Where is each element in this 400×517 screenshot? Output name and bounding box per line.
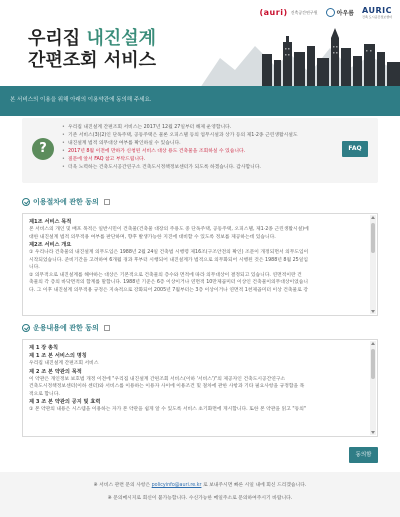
- clause-text: 니다.: [29, 265, 40, 270]
- clause-text: ① 본 약관의 내용은 시스템을 이용하는 자가 본 약관을 쉽게 알 수 있도록 서비스 초기화면에 게시합니다. 또한 본 약관을 읽고 "동의": [29, 407, 307, 412]
- faq-button[interactable]: FAQ: [342, 141, 368, 157]
- page-title-accent: 내진설계: [86, 28, 157, 49]
- scroll-up-icon[interactable]: [371, 342, 375, 345]
- info-item: • 더욱 노력하는 건축도시공간연구소 건축도시정책정보센터가 되도록 하겠습니다. 감사합니다.: [62, 164, 298, 172]
- scroll-thumb[interactable]: [371, 223, 375, 253]
- scroll-down-icon[interactable]: [371, 431, 375, 434]
- auric-logo-text: 건축 도시공간정보센터: [362, 15, 392, 19]
- arum-logo-text: 아우름: [336, 10, 355, 17]
- contact-email-link[interactable]: policyinfo@auri.re.kr: [151, 483, 202, 488]
- terms-agree-checkbox[interactable]: [104, 199, 110, 205]
- city-skyline-illustration: [200, 18, 400, 86]
- info-item: • 우리집 내진설계 간편조회 서비스는 2017년 12월 27일부터 해제 운영합니다.: [62, 124, 298, 132]
- clause-heading: 제2조 서비스 개요: [29, 242, 72, 248]
- footer: [0, 472, 400, 517]
- clause-text: 이 약관은 개인정보 보호법 개정 이전에 "우리집 내진설계 간편조회 서비스(이하 '서비스')"의 제공자인 건축도시공간연구소: [29, 376, 286, 382]
- notice-band: [0, 86, 400, 116]
- operation-section-title: [22, 323, 110, 333]
- auric-logo-mark: AURIC: [362, 6, 392, 15]
- info-item-faq-note: • 질문에 앞서 FAQ 참고 부탁드립니다.: [62, 156, 298, 164]
- operation-text-box[interactable]: [22, 339, 378, 437]
- check-circle-icon: [22, 324, 30, 332]
- service-info-box: [22, 118, 378, 183]
- terms-text-box[interactable]: [22, 213, 378, 316]
- info-item: • 기존 서비스(3)(2)인 단독주택, 공동주택은 물론 오피스텔 등의 업무시설과 상가 등의 제1‧2종 근린생활시설도: [62, 132, 298, 140]
- terms-section-title: [22, 197, 110, 207]
- clause-text: 본 서비스의 개인 및 배포 목적은 일반시민이 건축물(건축물 대장의 주용도 중 단독주택, 공동주택, 오피스텔, 제1·2종 근린생활시설)에: [29, 227, 309, 232]
- page-title-line2: 간편조회 서비스: [28, 49, 156, 71]
- info-list: [62, 124, 298, 172]
- header: [0, 0, 400, 86]
- clause-heading: 제 3 조 본 약관의 공지 및 효력: [29, 399, 101, 405]
- question-icon: ?: [32, 138, 54, 160]
- page-title: [28, 28, 156, 71]
- info-item-warning: • 2017년 8월 이전에 만하가 신청된 서비스 대상 용도 건축물을 조회하실 수 있습니다.: [62, 148, 298, 156]
- notice-text: 본 서비스의 이용을 위해 아래의 이용약관에 동의해 주세요.: [10, 97, 152, 103]
- terms-title-text: 이용절차에 관한 동의: [33, 198, 99, 206]
- operation-content: [29, 344, 363, 414]
- scroll-up-icon[interactable]: [371, 216, 375, 219]
- clause-heading: 제 1 장 총칙: [29, 345, 59, 351]
- clause-text: 다. 그 이후 내진설계 의무적용 규정은 지속적으로 강화되어 2005년 7월부터는 3층 이상이거나 연면적 1천제곱미터 이상 건축물로 강: [29, 287, 308, 293]
- page-title-line1: [28, 28, 156, 50]
- agree-button[interactable]: 동의함: [349, 447, 378, 463]
- terms-scrollbar[interactable]: [370, 215, 376, 314]
- scroll-down-icon[interactable]: [371, 310, 375, 313]
- clause-heading: 제 1 조 본 서비스의 명칭: [29, 353, 87, 359]
- clause-heading: 제 2 조 본 약관의 목적: [29, 368, 82, 375]
- arum-logo-icon: [326, 8, 335, 17]
- clause-text: 대한 내진설계 법적 의무적용 여부를 판단하며, 향후 발생가능한 지진에 대비할 수 있도록 정보를 제공하는데 있습니다.: [29, 234, 276, 240]
- scroll-thumb[interactable]: [371, 349, 375, 379]
- clause-heading: 제1조 서비스 목적: [29, 219, 72, 225]
- clause-text: ① 우리나라 건축물의 내진설계 의무도입은 1988년 2월 24일 건축법 시행령 제16조(구조안전의 확인) 조문이 개정되면서 의무도입이: [29, 250, 309, 255]
- terms-content: [29, 218, 363, 294]
- operation-scrollbar[interactable]: [370, 341, 376, 435]
- auri-logo-text: 건축공간연구원: [290, 9, 318, 15]
- check-circle-icon: [22, 198, 30, 206]
- clause-text: ② 의무적으로 내진설계를 해야하는 대상은 기본적으로 건축물의 층수와 면적에 따라 의무대상이 결정되고 있습니다. 연면적이란 건: [29, 272, 302, 278]
- footer-contact-prefix: ※ 서비스 관련 문의 사항은: [93, 483, 151, 488]
- arum-logo[interactable]: [326, 8, 354, 17]
- operation-agree-checkbox[interactable]: [104, 325, 110, 331]
- info-item: • 내진설계 법적 의무대상 여부를 확인하실 수 있습니다.: [62, 140, 298, 148]
- clause-text: 축물의 각 층의 바닥면적의 합계를 말합니다. 1988년 기준은 6층 이상이거나 연면적 10만제곱미터 이상인 건축물이의무대상이었습니: [29, 280, 309, 285]
- auri-logo-mark: (auri): [259, 8, 288, 17]
- footer-contact-line: [0, 481, 400, 488]
- clause-text: 적으로 합니다.: [29, 391, 60, 397]
- footer-contact-suffix: 로 보내주시면 빠른 시일 내에 회신 드리겠습니다.: [203, 483, 307, 488]
- auri-logo[interactable]: [260, 8, 318, 17]
- clause-text: 시작되었습니다. 준비기간을 고려하여 6개월 경과 후부터 시행되어 내진설계가 법적으로 의무화되어 시행된 것은 1988년 8월 25일입: [29, 257, 308, 263]
- footer-notice-line: ※ 문의메시지로 회신이 불가능합니다. 수신가능한 메일주소로 문의하여주시기 바랍니다.: [107, 496, 293, 501]
- clause-text: 우리집 내진설계 간편조회 서비스: [29, 361, 99, 366]
- clause-text: 건축도시정책정보센터(이하 센터)와 서비스를 이용하는 이용자 사이에 이용조건 및 절차에 관한 사항과 기타 필요사항을 규정함을 목: [29, 384, 305, 389]
- operation-title-text: 운용내용에 관한 동의: [33, 324, 99, 332]
- page-title-prefix: 우리집: [28, 28, 81, 49]
